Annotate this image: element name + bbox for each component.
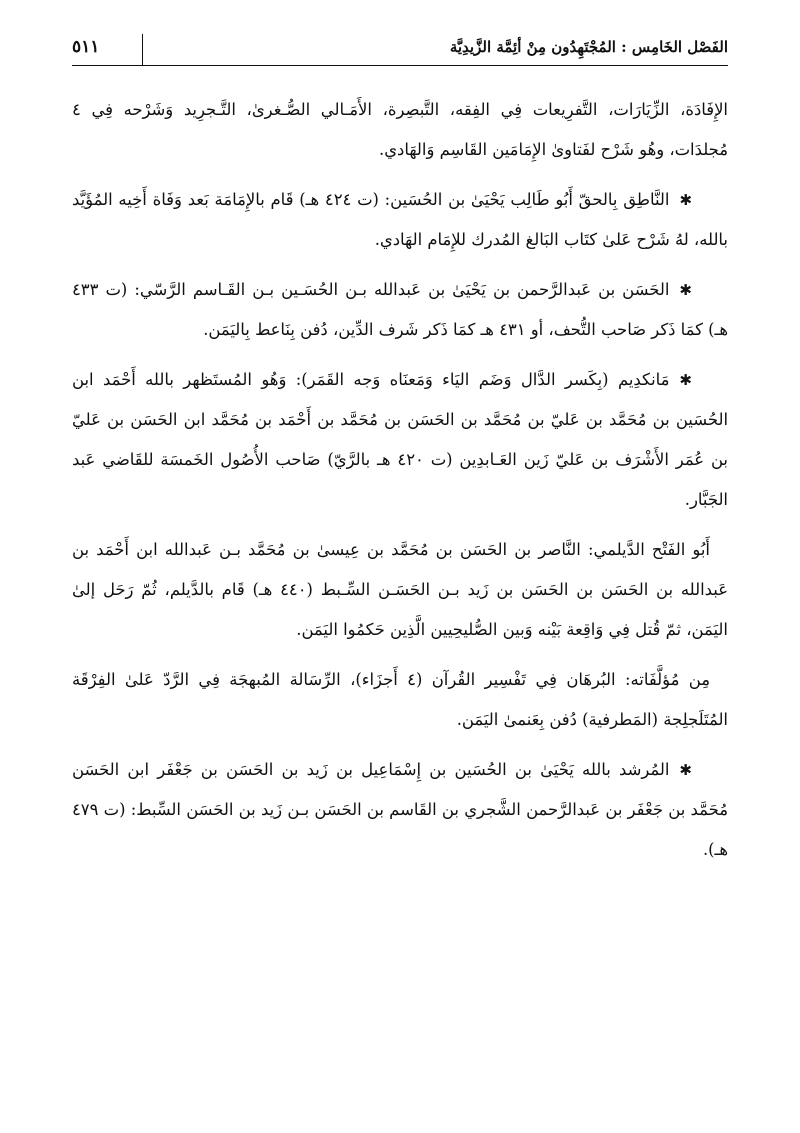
paragraph xyxy=(72,90,728,170)
book-page xyxy=(72,30,728,880)
chapter-title: الفَصْل الخَامِس : المُجْتَهِدُون مِنْ أئِمَّة الزَّيدِيَّة xyxy=(449,38,728,56)
paragraph-text: مَانكدِيم (بِكَسر الدَّال وَضَم اليَاء وَمَعنَاه وَجه القَمَر): وَهُو المُستَظهر بالله أَحْمَد ابن الحُسَين بن مُحَمَّد بن عَليّ بن مُحَمَّد بن الحَسَن بن مُحَمَّد بن أَحْمَد بن مُحَمَّد ابن الحَسَن بن عَليّ بن عُمَر الأَشْرَف بن عَليّ زَين العَـابدِين (ت ٤٢٠ هـ بالرَّيّ) صَاحب الأُصُول الخَمسَة للقَاضي عَبد الجَبَّار. xyxy=(72,370,728,509)
asterisk-bullet-icon: ✱ xyxy=(679,281,692,299)
paragraph-text: المُرشد بالله يَحْيَىٰ بن الحُسَين بن إِسْمَاعِيل بن زَيد بن الحَسَن بن جَعْفَر ابن الحَسَن مُحَمَّد بن جَعْفَر بن عَبدالرَّحمن الشَّجري بن القَاسم بن الحَسَن بـن زَيد بن الحَسَن السِّبط: (ت ٤٧٩ هـ). xyxy=(72,760,728,859)
paragraph xyxy=(72,750,728,870)
body-text xyxy=(72,90,728,870)
paragraph xyxy=(72,180,728,260)
paragraph-text: مِن مُؤلَّفَاته: البُرهَان فِي تَفْسِير القُرآن (٤ أَجزَاء)، الرِّسَالة المُبهجَة فِي الرَّدّ عَلىٰ الفِرْقَة المُتَلَجلِجة (المَطرفية) دُفن بِعَنمىٰ اليَمَن. xyxy=(72,670,728,729)
paragraph-text: النَّاطِق بِالحقّ أَبُو طَالِب يَحْيَىٰ بن الحُسَين: (ت ٤٢٤ هـ) قَام بالإِمَامَة بَعد وَفَاة أَخِيه المُؤَيَّد بالله، لهُ شَرْح عَلىٰ كتَاب البَالغ المُدرك للإِمَام الهَادي. xyxy=(72,190,728,249)
paragraph xyxy=(72,360,728,520)
paragraph xyxy=(72,660,728,740)
asterisk-bullet-icon: ✱ xyxy=(679,761,692,779)
paragraph-text: الحَسَن بن عَبدالرَّحمن بن يَحْيَىٰ بن عَبدالله بـن الحُسَـين بـن القَـاسم الرَّسّي: (ت ٤٣٣ هـ) كمَا ذَكر صَاحب التُّحف، أو ٤٣١ هـ كمَا ذَكر شَرف الدِّين، دُفن بِنَاعط بِاليَمَن. xyxy=(72,280,728,339)
header-vertical-divider xyxy=(142,34,143,66)
paragraph xyxy=(72,530,728,650)
asterisk-bullet-icon: ✱ xyxy=(679,191,693,209)
paragraph-text: أَبُو الفَتْح الدَّيلمي: النَّاصر بن الحَسَن بن مُحَمَّد بن عِيسىٰ بن مُحَمَّد بـن عَبدالله ابن أَحْمَد بن عَبدالله بن الحَسَن بن الحَسَن بن زَيد بـن الحَسَـن السِّـبط (٤٤٠ هـ) قَام بالدَّيلم، ثُمّ رَحَل إلىٰ اليَمَن، ثمّ قُتل فِي وَاقِعة بَيْنه وَبين الصُّليحِيين الَّذِين حَكمُوا اليَمَن. xyxy=(72,540,728,639)
asterisk-bullet-icon: ✱ xyxy=(679,371,692,389)
page-number: ٥١١ xyxy=(72,37,100,57)
paragraph xyxy=(72,270,728,350)
paragraph-text: الإِفَادَة، الزِّيَارَات، التَّفرِيعات فِي الفِقه، التَّبصِرة، الأَمَـالي الصُّـغرىٰ، التَّـجرِيد وَشَرْحه فِي ٤ مُجلدَات، وهُو شَرْح لفَتاوىٰ الإِمَامَين القَاسِم وَالهَادي. xyxy=(72,100,728,159)
header-divider xyxy=(72,65,728,66)
running-header xyxy=(72,30,728,64)
